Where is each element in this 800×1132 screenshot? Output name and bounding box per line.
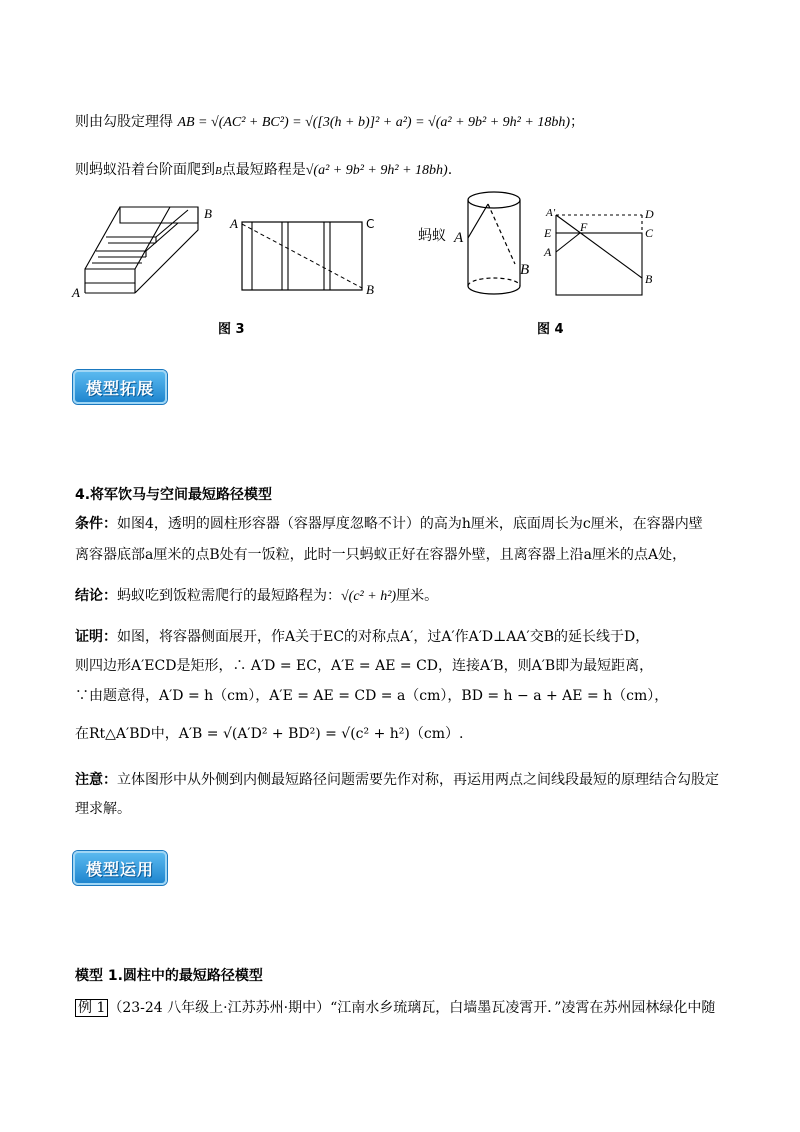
- ab-formula: AB = √(AC² + BC²) = √([3(h + b)]² + a²) = √(a² + 9b² + 9h² + 18bh): [177, 115, 570, 130]
- figure-4-caption: 图 4: [537, 322, 564, 337]
- cylinder-label-b: B: [520, 262, 530, 278]
- conclusion-unit: 厘米。: [396, 588, 439, 604]
- path-formula: √(a² + 9b² + 9h² + 18bh): [305, 163, 448, 178]
- proof-line-4: 在Rt△A′BD中，A′B = √(A′D² + BD²) = √(c² + h²)（cm）.: [75, 726, 464, 742]
- stairs-label-a: A: [72, 285, 80, 300]
- note-label: 注意：: [75, 772, 117, 788]
- intro-suffix: ；: [570, 114, 584, 130]
- condition-line-2: 离容器底部a厘米的点B处有一饭粒，此时一只蚂蚁正好在容器外壁，且离容器上沿a厘米的点A处，: [75, 547, 687, 563]
- conclusion-formula: √(c² + h²): [341, 589, 397, 604]
- label-f: F: [580, 220, 588, 234]
- figure-3-caption: 图 3: [218, 322, 245, 337]
- example-1-label: 例 1: [75, 999, 108, 1017]
- conclusion-label: 结论：: [75, 588, 117, 604]
- example-1-text: （23-24 八年级上·江苏苏州·期中）“江南水乡琉璃瓦，白墙墨瓦凌霄开．”凌霄在苏州园林绿化中随: [108, 1000, 716, 1016]
- intro-prefix: 则由勾股定理得: [75, 114, 173, 130]
- note-line-2: 理求解。: [75, 801, 131, 817]
- intro2-prefix: 则蚂蚁沿着台阶面爬到: [75, 162, 215, 178]
- diagonal-path: [242, 224, 362, 288]
- label-e: E: [544, 226, 552, 240]
- note-line-1: [75, 770, 719, 790]
- point-b: B: [215, 165, 222, 177]
- ant-label: 蚂蚁: [418, 228, 446, 244]
- proof-line-3: ∵由题意得，A′D = h（cm），A′E = AE = CD = a（cm），BD = h − a + AE = h（cm），: [75, 688, 669, 704]
- condition-label: 条件：: [75, 516, 117, 532]
- pythagoras-line: [75, 112, 584, 133]
- unfolded-cylinder-figure: [538, 200, 660, 300]
- proof-label: 证明：: [75, 629, 117, 645]
- condition-text-1: 如图4，透明的圆柱形容器（容器厚度忽略不计）的高为h厘米，底面周长为c厘米，在容器内壁: [117, 516, 703, 532]
- proof-text-1: 如图，将容器侧面展开，作A关于EC的对称点A′，过A′作A′D⊥AA′交B的延长线于D，: [117, 629, 650, 645]
- unfolded-stairs-figure: [228, 210, 378, 295]
- example-1-line: [75, 998, 715, 1018]
- model-extension-badge: 模型拓展: [73, 370, 167, 404]
- unfold-rect: [242, 222, 362, 290]
- inner-path: [488, 204, 515, 264]
- stairs-label-b: B: [204, 206, 212, 221]
- label-a-prime: A′: [546, 207, 556, 219]
- intro2-suffix: .: [447, 162, 453, 178]
- rect-label-b: B: [366, 282, 374, 295]
- cylinder-figure: [416, 190, 546, 300]
- condition-line-1: [75, 514, 703, 534]
- proof-line-2: 则四边形A′ECD是矩形，∴ A′D = EC，A′E = AE = CD，连接A′B，则A′B即为最短距离，: [75, 658, 654, 674]
- rect-label-a: A: [230, 216, 238, 231]
- note-text-1: 立体图形中从外侧到内侧最短路径问题需要先作对称，再运用两点之间线段最短的原理结合勾股定: [117, 772, 719, 788]
- shortest-path-line: [75, 160, 452, 181]
- conclusion-line: [75, 586, 438, 607]
- model-application-badge: 模型运用: [73, 851, 167, 885]
- section-4-title: 4.将军饮马与空间最短路径模型: [75, 487, 273, 503]
- stair-top-face: [120, 207, 198, 223]
- label-d: D: [645, 207, 654, 221]
- label-a: A: [544, 245, 552, 259]
- stairs-figure: [70, 205, 220, 300]
- label-c: C: [645, 226, 654, 240]
- label-b: B: [645, 272, 653, 286]
- cylinder-top: [468, 192, 520, 208]
- cylinder-label-a: A: [454, 230, 464, 246]
- intro2-middle: 点最短路程是: [221, 162, 306, 178]
- rect-label-c: C: [366, 217, 375, 231]
- proof-line-1: [75, 627, 649, 647]
- model-1-title: 模型 1.圆柱中的最短路径模型: [75, 968, 263, 984]
- conclusion-text: 蚂蚁吃到饭粒需爬行的最短路程为：: [117, 588, 341, 604]
